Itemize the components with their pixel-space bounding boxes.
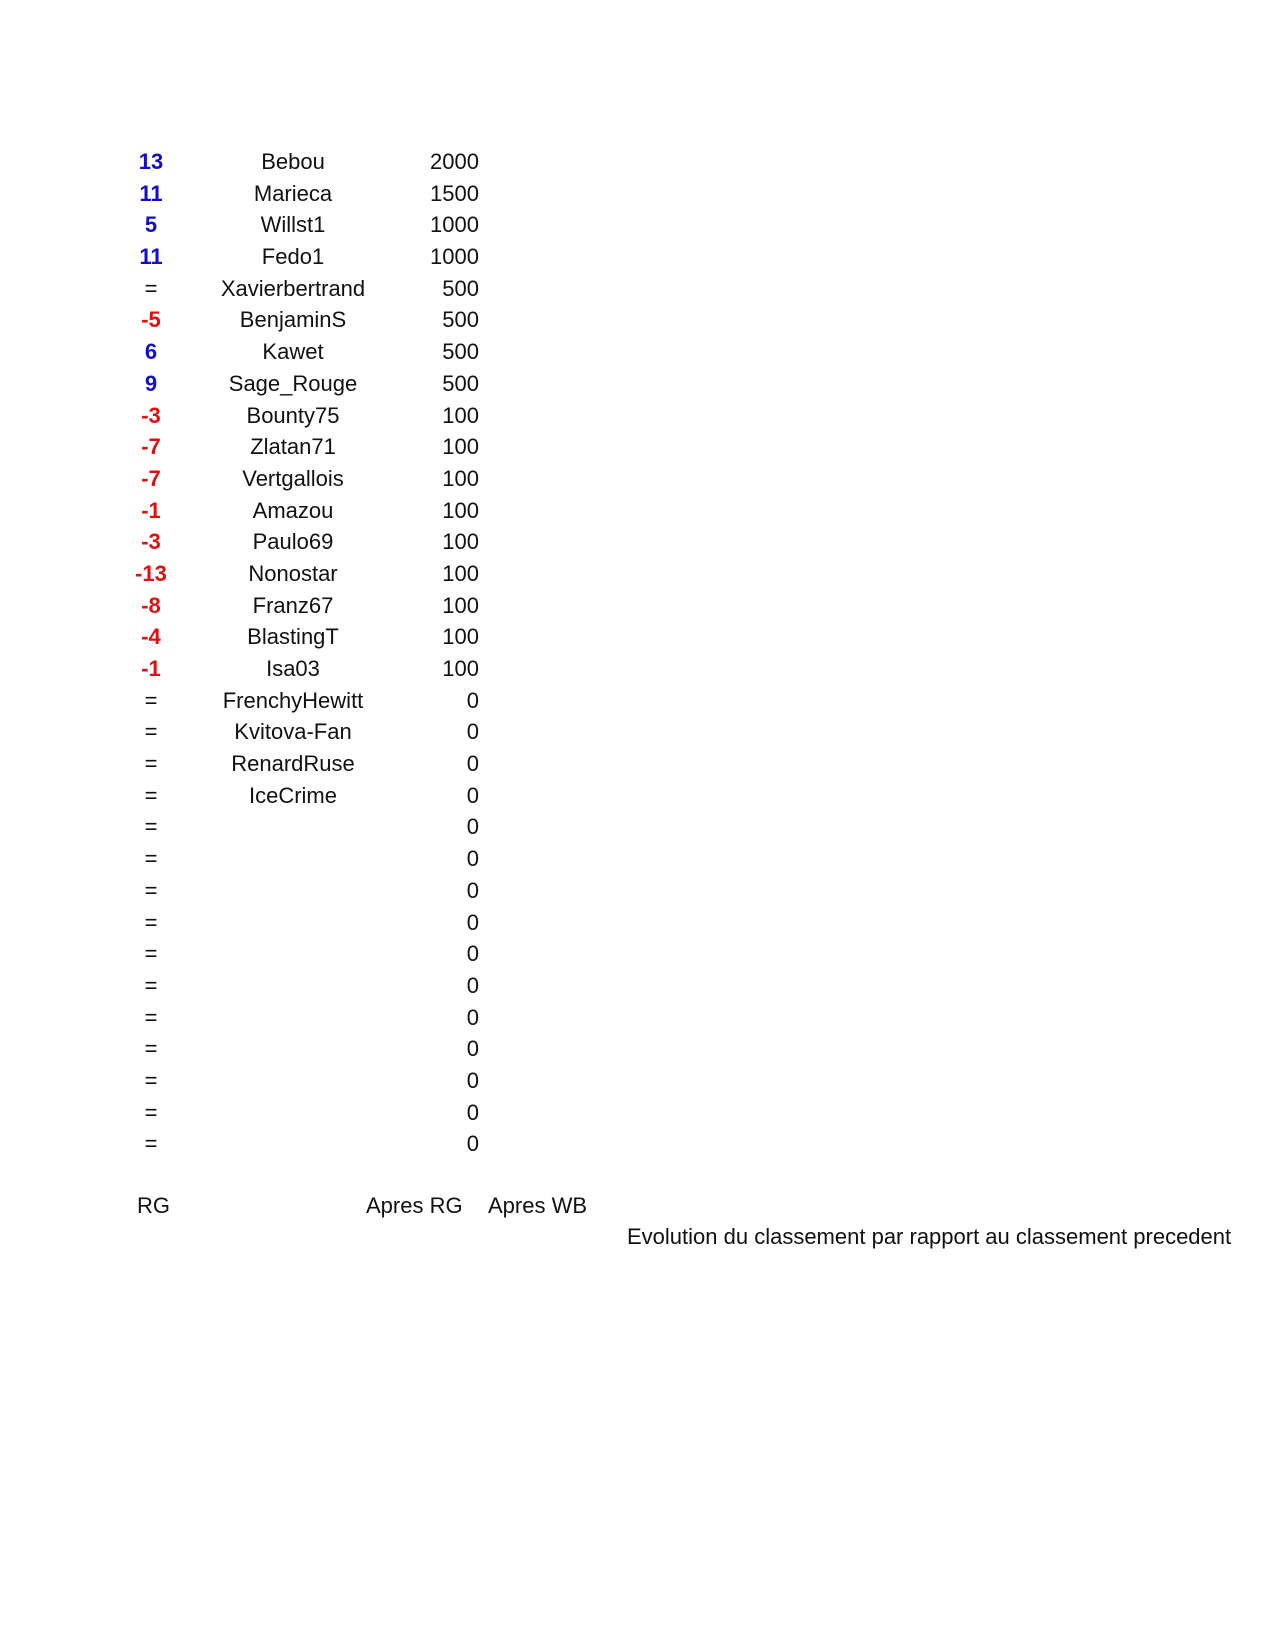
rank-change: 11 <box>139 180 163 206</box>
table-row <box>120 907 480 939</box>
player-name: Paulo69 <box>252 529 334 555</box>
table-row <box>120 748 480 780</box>
player-name: Kawet <box>262 339 324 365</box>
player-points: 0 <box>466 719 479 745</box>
rank-change: 5 <box>144 212 158 238</box>
player-points: 0 <box>466 846 479 872</box>
rank-change: = <box>144 719 158 745</box>
table-row <box>120 685 480 717</box>
rank-change: -1 <box>141 497 161 523</box>
table-row <box>120 146 480 178</box>
rank-change: 13 <box>138 149 164 174</box>
player-name: RenardRuse <box>231 751 355 777</box>
rank-change: = <box>144 909 158 935</box>
table-row <box>120 209 480 241</box>
ranking-table <box>120 146 480 1160</box>
player-points: 100 <box>442 465 479 491</box>
table-row <box>120 621 480 653</box>
player-name: IceCrime <box>248 782 337 808</box>
player-name: Franz67 <box>252 592 334 618</box>
evolution-caption: Evolution du classement par rapport au classement precedent <box>627 1224 1232 1249</box>
player-points: 100 <box>442 434 479 460</box>
rank-change: -8 <box>141 592 161 618</box>
table-row <box>120 1002 480 1034</box>
table-row <box>120 970 480 1002</box>
player-points: 2000 <box>430 149 479 174</box>
player-points: 0 <box>466 909 479 935</box>
apres-rg-column-label: Apres RG <box>366 1193 463 1218</box>
rank-change: = <box>144 1036 158 1062</box>
player-points: 0 <box>466 972 479 998</box>
player-points: 0 <box>466 941 479 967</box>
player-points: 1000 <box>430 244 479 270</box>
rank-change: = <box>144 782 158 808</box>
rank-change: = <box>144 275 158 301</box>
rank-change: = <box>144 1099 158 1125</box>
table-row <box>120 1097 480 1129</box>
rank-change: -5 <box>141 307 161 333</box>
rank-change: -7 <box>141 434 161 460</box>
table-row <box>120 1033 480 1065</box>
table-row <box>120 241 480 273</box>
table-row <box>120 463 480 495</box>
table-row <box>120 495 480 527</box>
table-row <box>120 875 480 907</box>
table-row <box>120 178 480 210</box>
player-name: FrenchyHewitt <box>222 687 364 713</box>
rank-change: = <box>144 687 158 713</box>
player-points: 500 <box>442 275 479 301</box>
player-name: Fedo1 <box>261 244 325 270</box>
rank-change: = <box>144 1067 158 1093</box>
table-row <box>120 304 480 336</box>
player-name: Amazou <box>252 497 334 523</box>
rank-change: -13 <box>135 560 167 586</box>
player-name: BenjaminS <box>239 307 347 333</box>
player-points: 0 <box>466 751 479 777</box>
rank-change: -1 <box>141 656 161 681</box>
rank-change: 9 <box>144 370 158 396</box>
table-row <box>120 590 480 622</box>
rank-change: = <box>144 1004 158 1030</box>
player-points: 0 <box>466 1036 479 1062</box>
table-row <box>120 431 480 463</box>
player-points: 500 <box>442 307 479 333</box>
rg-column-label: RG <box>137 1193 170 1218</box>
rank-change: = <box>144 941 158 967</box>
player-points: 0 <box>466 1131 479 1157</box>
player-points: 1000 <box>430 212 479 238</box>
rank-change: -4 <box>141 624 161 650</box>
rank-change: = <box>144 814 158 840</box>
player-points: 0 <box>466 814 479 840</box>
rank-change: 11 <box>139 244 163 270</box>
player-points: 0 <box>466 1004 479 1030</box>
rank-change: = <box>144 846 158 872</box>
player-name: BlastingT <box>247 624 339 650</box>
player-points: 1500 <box>430 180 479 206</box>
player-name: Marieca <box>253 180 333 206</box>
player-points: 0 <box>466 1099 479 1125</box>
table-row <box>120 526 480 558</box>
player-name: Isa03 <box>266 656 320 681</box>
player-name: Willst1 <box>260 212 326 238</box>
player-name: Sage_Rouge <box>228 370 358 396</box>
rank-change: = <box>144 972 158 998</box>
table-row <box>120 811 480 843</box>
player-name: Xavierbertrand <box>220 275 366 301</box>
player-name: Bounty75 <box>246 402 340 428</box>
table-row <box>120 843 480 875</box>
player-name: Bebou <box>261 149 325 174</box>
rank-change: = <box>144 751 158 777</box>
player-points: 500 <box>442 339 479 365</box>
table-row <box>120 336 480 368</box>
table-row <box>120 1128 480 1160</box>
player-points: 100 <box>442 624 479 650</box>
player-name: Kvitova-Fan <box>234 719 352 745</box>
table-row <box>120 368 480 400</box>
player-points: 0 <box>466 782 479 808</box>
rank-change: -3 <box>141 402 161 428</box>
table-row <box>120 273 480 305</box>
player-name: Nonostar <box>248 560 338 586</box>
player-points: 500 <box>442 370 479 396</box>
player-points: 100 <box>442 402 479 428</box>
table-row <box>120 1065 480 1097</box>
player-points: 100 <box>442 497 479 523</box>
player-points: 0 <box>466 1067 479 1093</box>
player-name: Zlatan71 <box>250 434 336 460</box>
player-points: 0 <box>466 877 479 903</box>
rank-change: -3 <box>141 529 161 555</box>
apres-wb-column-label: Apres WB <box>488 1193 588 1218</box>
rank-change: -7 <box>141 465 161 491</box>
rank-change: = <box>144 877 158 903</box>
rank-change: = <box>144 1131 158 1157</box>
player-points: 100 <box>442 656 479 681</box>
table-row <box>120 558 480 590</box>
player-points: 100 <box>442 529 479 555</box>
table-row <box>120 653 480 685</box>
player-points: 100 <box>442 592 479 618</box>
player-points: 100 <box>442 560 479 586</box>
player-name: Vertgallois <box>242 465 344 491</box>
table-row <box>120 716 480 748</box>
table-row <box>120 400 480 432</box>
table-row <box>120 780 480 812</box>
table-row <box>120 938 480 970</box>
rank-change: 6 <box>144 339 158 365</box>
player-points: 0 <box>466 687 479 713</box>
